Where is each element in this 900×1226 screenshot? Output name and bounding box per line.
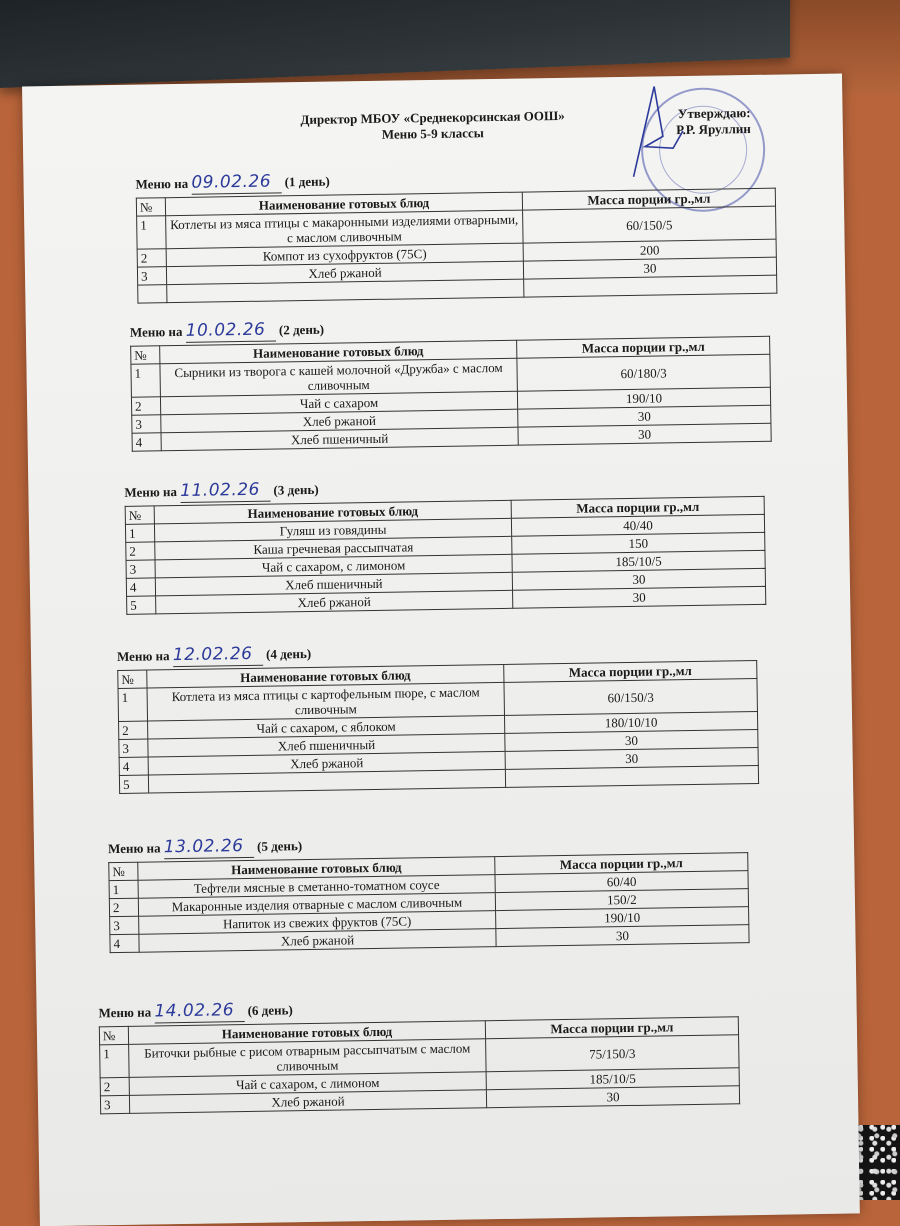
row-num: 3 [110,916,139,934]
menu-prefix: Меню на [116,648,170,665]
header-name: Наименование готовых блюд [160,340,517,364]
header-mass: Масса порции гр.,мл [511,496,764,518]
header-mass: Масса порции гр.,мл [504,660,757,682]
row-num: 1 [125,524,154,542]
header-name: Наименование готовых блюд [154,500,511,524]
row-portion-mass: 60/40 [495,871,748,893]
menu-table [117,660,759,794]
row-num: 5 [119,775,148,793]
row-portion-mass: 185/10/5 [486,1068,739,1090]
row-dish-name: Чай с сахаром, с яблоком [148,715,505,739]
row-dish-name: Напиток из свежих фруктов (75С) [139,911,496,935]
approve-name: Р.Р. Яруллин [676,120,751,138]
row-portion-mass: 60/150/5 [523,206,776,243]
row-num: 4 [126,578,155,596]
row-num: 3 [137,267,166,285]
row-portion-mass: 190/10 [517,387,770,409]
row-portion-mass: 30 [505,747,758,769]
handwritten-date: 11.02.26 [180,479,270,503]
header-num: № [109,862,138,880]
row-portion-mass: 30 [496,925,749,947]
row-num: 2 [119,721,148,739]
row-portion-mass: 30 [518,405,771,427]
header-name: Наименование готовых блюд [165,192,522,216]
header-num: № [99,1026,128,1044]
handwritten-date: 12.02.26 [173,643,263,667]
row-num: 4 [110,934,139,952]
row-portion-mass: 30 [513,586,766,608]
menu-table [136,188,778,304]
row-num: 3 [132,415,161,433]
row-portion-mass: 190/10 [496,907,749,929]
row-num: 1 [118,688,148,721]
row-dish-name: Каша гречневая рассыпчатая [155,536,512,560]
row-dish-name: Хлеб ржаной [166,261,523,285]
row-dish-name: Макаронные изделия отварные с маслом сливочным [138,893,495,917]
menu-day-5 [108,827,750,953]
row-dish-name: Чай с сахаром [160,391,517,415]
menu-day-3 [124,471,766,615]
header-mass: Масса порции гр.,мл [517,336,770,358]
row-dish-name: Хлеб пшеничный [148,733,505,757]
row-dish-name: Хлеб ржаной [156,590,513,614]
row-num: 2 [137,249,166,267]
row-dish-name: Сырники из творога с кашей молочной «Дружба» с маслом сливочным [160,358,517,397]
approve-title: Утверждаю: [677,105,751,122]
row-num: 1 [100,1044,130,1077]
row-num [138,285,167,303]
school-title: Директор МБОУ «Среднекорсинская ООШ» [300,107,565,128]
row-portion-mass: 185/10/5 [512,550,765,572]
row-num: 1 [109,880,138,898]
menu-prefix: Меню на [98,1004,152,1021]
row-num: 2 [131,397,160,415]
menu-prefix: Меню на [124,484,178,500]
menu-day-4 [117,635,759,794]
header-num: № [125,506,154,524]
row-portion-mass: 60/180/3 [517,354,770,391]
row-num: 2 [109,898,138,916]
day-number: (1 день) [284,173,330,190]
row-dish-name: Хлеб пшеничный [155,572,512,596]
header-name: Наименование готовых блюд [138,857,495,881]
row-num: 1 [131,364,161,397]
header-mass: Масса порции гр.,мл [522,188,775,210]
row-dish-name: Компот из сухофруктов (75С) [166,243,523,267]
row-portion-mass: 30 [486,1086,739,1108]
menu-day-2 [130,311,772,452]
row-portion-mass [505,765,758,787]
header-mass: Масса порции гр.,мл [495,853,748,875]
row-dish-name: Чай с сахаром, с лимоном [155,554,512,578]
row-portion-mass: 30 [518,423,771,445]
row-num: 3 [100,1095,129,1113]
row-num: 2 [100,1077,129,1095]
handwritten-date: 10.02.26 [186,318,276,342]
handwritten-date: 13.02.26 [164,835,254,859]
menu-table [130,336,772,452]
day-number: (4 день) [265,645,312,662]
menu-day-6 [98,991,740,1114]
row-portion-mass: 200 [523,239,776,261]
row-num: 4 [119,757,148,775]
menu-day-1 [135,163,777,304]
row-portion-mass: 180/10/10 [504,711,757,733]
row-portion-mass: 60/150/3 [504,678,757,715]
row-num: 3 [119,739,148,757]
row-dish-name: Котлета из мяса птицы с картофельным пюре, с маслом сливочным [147,682,504,721]
row-dish-name: Чай с сахаром, с лимоном [129,1072,486,1096]
menu-table [99,1016,740,1114]
handwritten-date: 09.02.26 [191,170,281,194]
row-dish-name: Хлеб ржаной [148,751,505,775]
day-number: (5 день) [256,838,303,854]
row-dish-name: Хлеб ржаной [161,409,518,433]
header-num: № [131,346,160,364]
row-num: 1 [137,216,167,249]
menu-prefix: Меню на [107,840,161,857]
row-dish-name: Биточки рыбные с рисом отварным рассыпчатым с маслом сливочным [129,1039,486,1078]
menu-document [22,74,860,1226]
row-portion-mass: 150 [512,532,765,554]
menu-prefix: Меню на [135,175,189,192]
row-portion-mass [524,275,777,297]
day-number: (3 день) [273,481,319,498]
row-portion-mass: 40/40 [511,514,764,536]
row-dish-name: Котлеты из мяса птицы с макаронными изделиями отварными, с маслом сливочным [166,210,523,249]
row-portion-mass: 30 [523,257,776,279]
day-number: (2 день) [278,321,325,338]
row-portion-mass: 30 [512,568,765,590]
row-num: 5 [127,596,156,614]
header-num: № [136,198,165,216]
header-name: Наименование готовых блюд [147,664,504,688]
row-dish-name: Тефтели мясные в сметанно-томатном соусе [138,875,495,899]
class-title: Меню 5-9 классы [381,125,484,142]
header-mass: Масса порции гр.,мл [485,1017,738,1039]
handwritten-date: 14.02.26 [154,999,244,1023]
row-dish-name: Хлеб ржаной [139,929,496,953]
row-num: 4 [132,433,161,451]
day-number: (6 день) [247,1002,293,1019]
row-dish-name: Гуляш из говядины [154,518,511,542]
row-dish-name: Хлеб пшеничный [161,427,518,451]
row-num: 3 [126,560,155,578]
menu-prefix: Меню на [129,323,183,340]
header-name: Наименование готовых блюд [128,1021,485,1045]
header-num: № [118,670,147,688]
menu-table [108,852,749,953]
row-portion-mass: 30 [505,729,758,751]
row-portion-mass: 75/150/3 [486,1035,739,1072]
row-portion-mass: 150/2 [495,889,748,911]
row-num: 2 [126,542,155,560]
approval-block [676,105,751,138]
menu-table [125,496,767,615]
row-dish-name: Хлеб ржаной [129,1090,486,1114]
